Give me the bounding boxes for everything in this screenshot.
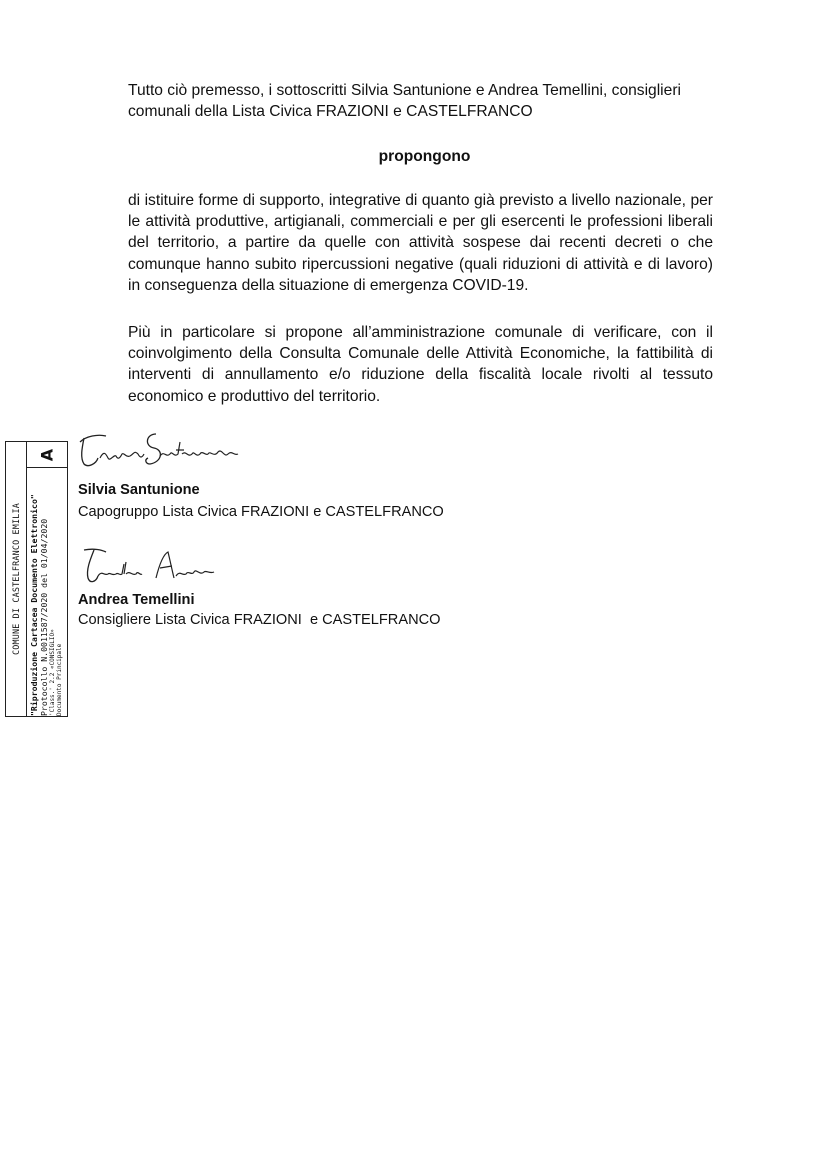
stamp-letter: A [37,448,57,461]
stamp-comune-column [6,442,27,716]
stamp-letter-box [27,442,67,468]
proposal-heading: propongono [378,148,471,165]
intro-paragraph: Tutto ciò premesso, i sottoscritti Silvia Santunione e Andrea Temellini, consiglieri comunali della Lista Civica FRAZIONI e CASTELFRANCO [128,82,681,121]
stamp-lines [27,468,67,716]
signatory-name-2: Andrea Temellini [78,592,195,608]
signature-santunione [76,424,246,472]
signatory-name-1: Silvia Santunione [78,482,200,498]
signatory-role-2: Consigliere Lista Civica FRAZIONI e CASTELFRANCO [78,612,441,628]
stamp-line-4: Documento Principale [56,643,63,716]
proposal-paragraph-2: Più in particolare si propone all’amministrazione comunale di verificare, con il coinvolgimento della Consulta Comunale delle Attività Economiche, la fattibilità di interventi di annullamento e/o riduzione della fiscalità locale rivolti al tessuto economico e produttivo del territorio. [128,324,713,405]
protocol-stamp [5,441,68,717]
stamp-line-2: Protocollo N.0011587/2020 del 01/04/2020 [39,518,49,716]
stamp-comune-text: COMUNE DI CASTELFRANCO EMILIA [11,502,21,656]
signature-temellini [80,544,220,588]
stamp-line-1: "Riproduzione Cartacea Documento Elettronico" [29,494,39,716]
stamp-line-3: 'Class.' 2.2 «CONSIGLIO» [49,629,56,716]
proposal-paragraph-1: di istituire forme di supporto, integrative di quanto già previsto a livello nazionale, per le attività produttive, artigianali, commerciali e per gli esercenti le professioni liberali del territorio, a partire da quelle con attività sospese dai recenti decreti o che comunque hanno subito ripercussioni negative (quali riduzioni di attività e di lavoro) in conseguenza della situazione di emergenza COVID-19. [128,192,713,294]
signatory-role-1: Capogruppo Lista Civica FRAZIONI e CASTELFRANCO [78,504,444,520]
